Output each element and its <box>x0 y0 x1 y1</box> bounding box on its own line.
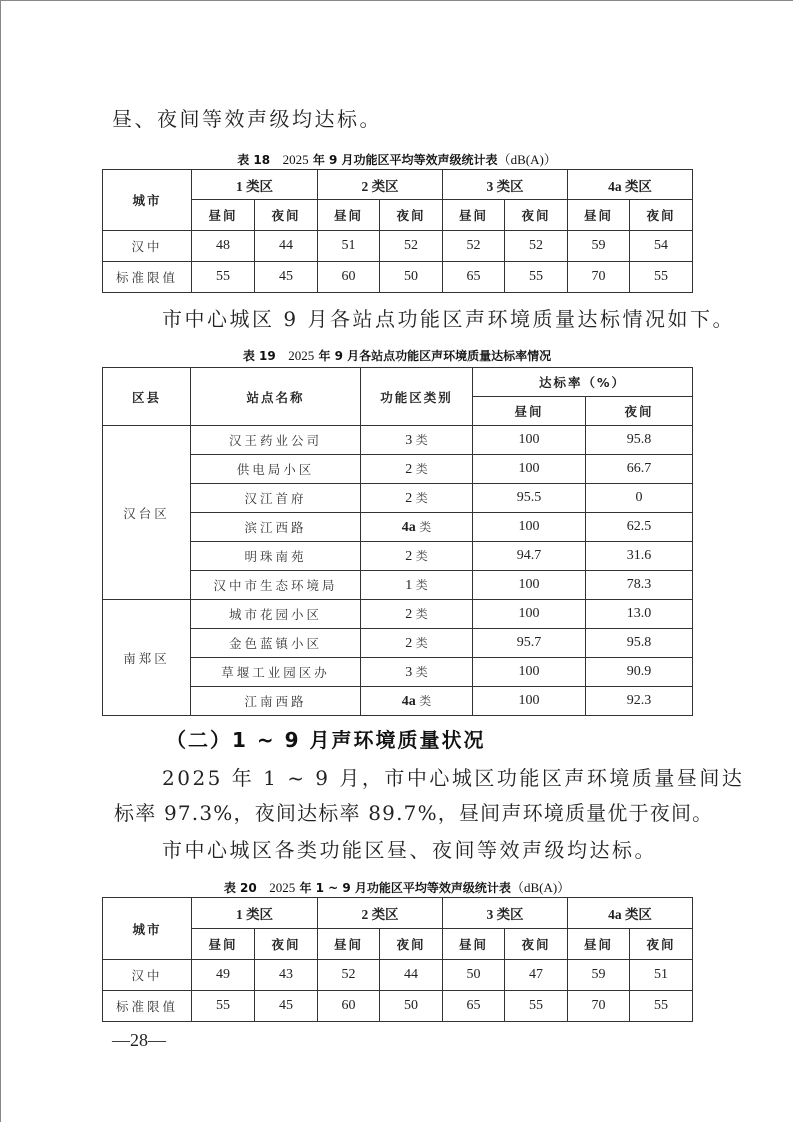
zone-type-cell <box>361 513 473 542</box>
cell-value: 55 <box>505 991 568 1022</box>
night-header: 夜间 <box>630 929 693 960</box>
zone-number: 1 <box>405 578 413 593</box>
zone-type-cell <box>361 658 473 687</box>
cell-value: 48 <box>192 231 255 262</box>
day-header: 昼间 <box>568 200 630 231</box>
day-rate-cell: 95.5 <box>473 484 586 513</box>
cell-value: 55 <box>630 262 693 293</box>
zone-number: 3 <box>405 665 413 680</box>
table18-caption <box>102 149 692 168</box>
table-row <box>103 455 693 484</box>
cell-value: 70 <box>568 991 630 1022</box>
zone-header: 3 类区 <box>443 170 568 200</box>
zone-header: 2 类区 <box>318 898 443 929</box>
zone-header: 2 类区 <box>318 170 443 200</box>
table-row <box>103 484 693 513</box>
caption-year: 2025 <box>282 152 309 167</box>
zone-number: 4a <box>401 694 416 709</box>
day-rate-cell: 100 <box>473 513 586 542</box>
zone-type-cell <box>361 542 473 571</box>
cell-value: 49 <box>192 960 255 991</box>
cell-value: 55 <box>505 262 568 293</box>
table-row <box>103 600 693 629</box>
cell-value: 52 <box>505 231 568 262</box>
table18 <box>102 169 693 293</box>
zone-type-cell <box>361 629 473 658</box>
day-header: 昼间 <box>443 929 505 960</box>
station-name-cell: 供电局小区 <box>191 455 361 484</box>
station-name-cell: 城市花园小区 <box>191 600 361 629</box>
day-rate-cell: 100 <box>473 600 586 629</box>
zone-number: 4a <box>401 520 416 535</box>
station-name-cell: 江南西路 <box>191 687 361 716</box>
zone-type-cell <box>361 687 473 716</box>
night-rate-cell: 95.8 <box>586 426 693 455</box>
rate-header: 达标率（%） <box>473 368 693 397</box>
page-number: —28— <box>112 1030 166 1050</box>
cell-value: 52 <box>443 231 505 262</box>
cell-value: 43 <box>255 960 318 991</box>
table20-caption <box>102 877 692 896</box>
zone-number: 3 <box>405 433 413 448</box>
day-rate-cell: 100 <box>473 455 586 484</box>
caption-prefix: 表 19 <box>242 349 276 363</box>
zone-number: 2 <box>405 549 413 564</box>
night-rate-cell: 92.3 <box>586 687 693 716</box>
day-header: 昼间 <box>473 397 586 426</box>
cell-value: 50 <box>443 960 505 991</box>
day-header: 昼间 <box>192 929 255 960</box>
page-border <box>0 0 793 1</box>
cell-value: 47 <box>505 960 568 991</box>
table-row <box>103 991 693 1022</box>
zone-number: 2 <box>405 462 413 477</box>
zone-suffix: 类 <box>415 491 428 505</box>
night-header: 夜间 <box>505 929 568 960</box>
zone-suffix: 类 <box>415 636 428 650</box>
cell-value: 55 <box>192 262 255 293</box>
caption-text: 年 9 月功能区平均等效声级统计表 <box>312 153 498 167</box>
station-name-cell: 汉江首府 <box>191 484 361 513</box>
zone-number: 2 <box>405 491 413 506</box>
zone-header: 1 类区 <box>192 170 318 200</box>
cell-value: 50 <box>380 262 443 293</box>
night-header: 夜间 <box>255 200 318 231</box>
zone-suffix: 类 <box>415 549 428 563</box>
table-row <box>103 960 693 991</box>
section-paragraph-line: 标率 97.3%，夜间达标率 89.7%，昼间声环境质量优于夜间。 <box>114 801 714 825</box>
district-cell: 汉台区 <box>103 426 191 600</box>
cell-value: 44 <box>255 231 318 262</box>
table-row <box>103 629 693 658</box>
zone-header: 1 类区 <box>192 898 318 929</box>
table19-intro-paragraph: 市中心城区 9 月各站点功能区声环境质量达标情况如下。 <box>162 307 735 331</box>
table19-caption <box>102 347 692 364</box>
day-header: 昼间 <box>443 200 505 231</box>
night-header: 夜间 <box>380 200 443 231</box>
zone-header: 4a 类区 <box>568 898 693 929</box>
night-rate-cell: 13.0 <box>586 600 693 629</box>
zone-suffix: 类 <box>415 665 428 679</box>
table-row <box>103 231 693 262</box>
zone-suffix: 类 <box>415 462 428 476</box>
cell-value: 52 <box>318 960 380 991</box>
cell-value: 59 <box>568 231 630 262</box>
night-header: 夜间 <box>255 929 318 960</box>
zone-type-cell <box>361 455 473 484</box>
station-name-cell: 汉王药业公司 <box>191 426 361 455</box>
row-label: 标准限值 <box>103 262 192 293</box>
day-header: 昼间 <box>192 200 255 231</box>
night-rate-cell: 62.5 <box>586 513 693 542</box>
caption-text: 年 9 月各站点功能区声环境质量达标率情况 <box>318 349 552 363</box>
table-row <box>103 658 693 687</box>
page-border <box>0 0 1 1122</box>
station-name-cell: 汉中市生态环境局 <box>191 571 361 600</box>
zone-header: 3 类区 <box>443 898 568 929</box>
district-header: 区县 <box>103 368 191 426</box>
night-rate-cell: 95.8 <box>586 629 693 658</box>
station-name-cell: 金色蓝镇小区 <box>191 629 361 658</box>
table-row <box>103 513 693 542</box>
night-rate-cell: 78.3 <box>586 571 693 600</box>
zone-suffix: 类 <box>419 520 432 534</box>
section-heading: （二）1 ~ 9 月声环境质量状况 <box>166 728 486 752</box>
cell-value: 59 <box>568 960 630 991</box>
day-header: 昼间 <box>568 929 630 960</box>
section-paragraph-line: 市中心城区各类功能区昼、夜间等效声级均达标。 <box>162 838 657 862</box>
cell-value: 52 <box>380 231 443 262</box>
station-header: 站点名称 <box>191 368 361 426</box>
zone-number: 2 <box>405 636 413 651</box>
zone-suffix: 类 <box>419 694 432 708</box>
zone-header: 4a 类区 <box>568 170 693 200</box>
zone-type-cell <box>361 484 473 513</box>
intro-paragraph: 昼、夜间等效声级均达标。 <box>112 107 382 131</box>
caption-text: 年 1 ~ 9 月功能区平均等效声级统计表 <box>299 881 511 895</box>
cell-value: 45 <box>255 991 318 1022</box>
cell-value: 51 <box>630 960 693 991</box>
caption-unit: （dB(A)） <box>497 152 557 167</box>
night-rate-cell: 31.6 <box>586 542 693 571</box>
row-label: 标准限值 <box>103 991 192 1022</box>
station-name-cell: 明珠南苑 <box>191 542 361 571</box>
station-name-cell: 滨江西路 <box>191 513 361 542</box>
cell-value: 45 <box>255 262 318 293</box>
zone-suffix: 类 <box>415 578 428 592</box>
day-header: 昼间 <box>318 929 380 960</box>
caption-unit: （dB(A)） <box>510 880 571 895</box>
caption-year: 2025 <box>269 880 296 895</box>
day-rate-cell: 100 <box>473 687 586 716</box>
cell-value: 70 <box>568 262 630 293</box>
night-header: 夜间 <box>586 397 693 426</box>
zone-number: 2 <box>405 607 413 622</box>
caption-prefix: 表 20 <box>223 881 257 895</box>
city-header: 城市 <box>103 170 192 231</box>
zone-type-cell <box>361 426 473 455</box>
cell-value: 60 <box>318 262 380 293</box>
day-rate-cell: 95.7 <box>473 629 586 658</box>
cell-value: 55 <box>192 991 255 1022</box>
night-rate-cell: 0 <box>586 484 693 513</box>
table20 <box>102 897 693 1022</box>
city-header: 城市 <box>103 898 192 960</box>
table19 <box>102 367 693 716</box>
cell-value: 44 <box>380 960 443 991</box>
caption-year: 2025 <box>288 348 315 363</box>
table-row <box>103 571 693 600</box>
day-rate-cell: 100 <box>473 426 586 455</box>
row-label: 汉中 <box>103 231 192 262</box>
table-row <box>103 542 693 571</box>
night-header: 夜间 <box>505 200 568 231</box>
zone-type-cell <box>361 571 473 600</box>
day-rate-cell: 100 <box>473 571 586 600</box>
cell-value: 54 <box>630 231 693 262</box>
day-rate-cell: 100 <box>473 658 586 687</box>
night-rate-cell: 90.9 <box>586 658 693 687</box>
station-name-cell: 草堰工业园区办 <box>191 658 361 687</box>
table-row <box>103 262 693 293</box>
district-cell: 南郑区 <box>103 600 191 716</box>
cell-value: 55 <box>630 991 693 1022</box>
section-paragraph-line: 2025 年 1 ~ 9 月，市中心城区功能区声环境质量昼间达 <box>162 766 745 790</box>
table-row <box>103 687 693 716</box>
zone-type-cell <box>361 600 473 629</box>
day-rate-cell: 94.7 <box>473 542 586 571</box>
cell-value: 51 <box>318 231 380 262</box>
cell-value: 60 <box>318 991 380 1022</box>
cell-value: 65 <box>443 991 505 1022</box>
night-header: 夜间 <box>630 200 693 231</box>
row-label: 汉中 <box>103 960 192 991</box>
caption-prefix: 表 18 <box>237 153 271 167</box>
cell-value: 50 <box>380 991 443 1022</box>
night-rate-cell: 66.7 <box>586 455 693 484</box>
night-header: 夜间 <box>380 929 443 960</box>
zone-suffix: 类 <box>415 607 428 621</box>
zone-suffix: 类 <box>415 433 428 447</box>
zone-type-header: 功能区类别 <box>361 368 473 426</box>
cell-value: 65 <box>443 262 505 293</box>
day-header: 昼间 <box>318 200 380 231</box>
table-row <box>103 426 693 455</box>
